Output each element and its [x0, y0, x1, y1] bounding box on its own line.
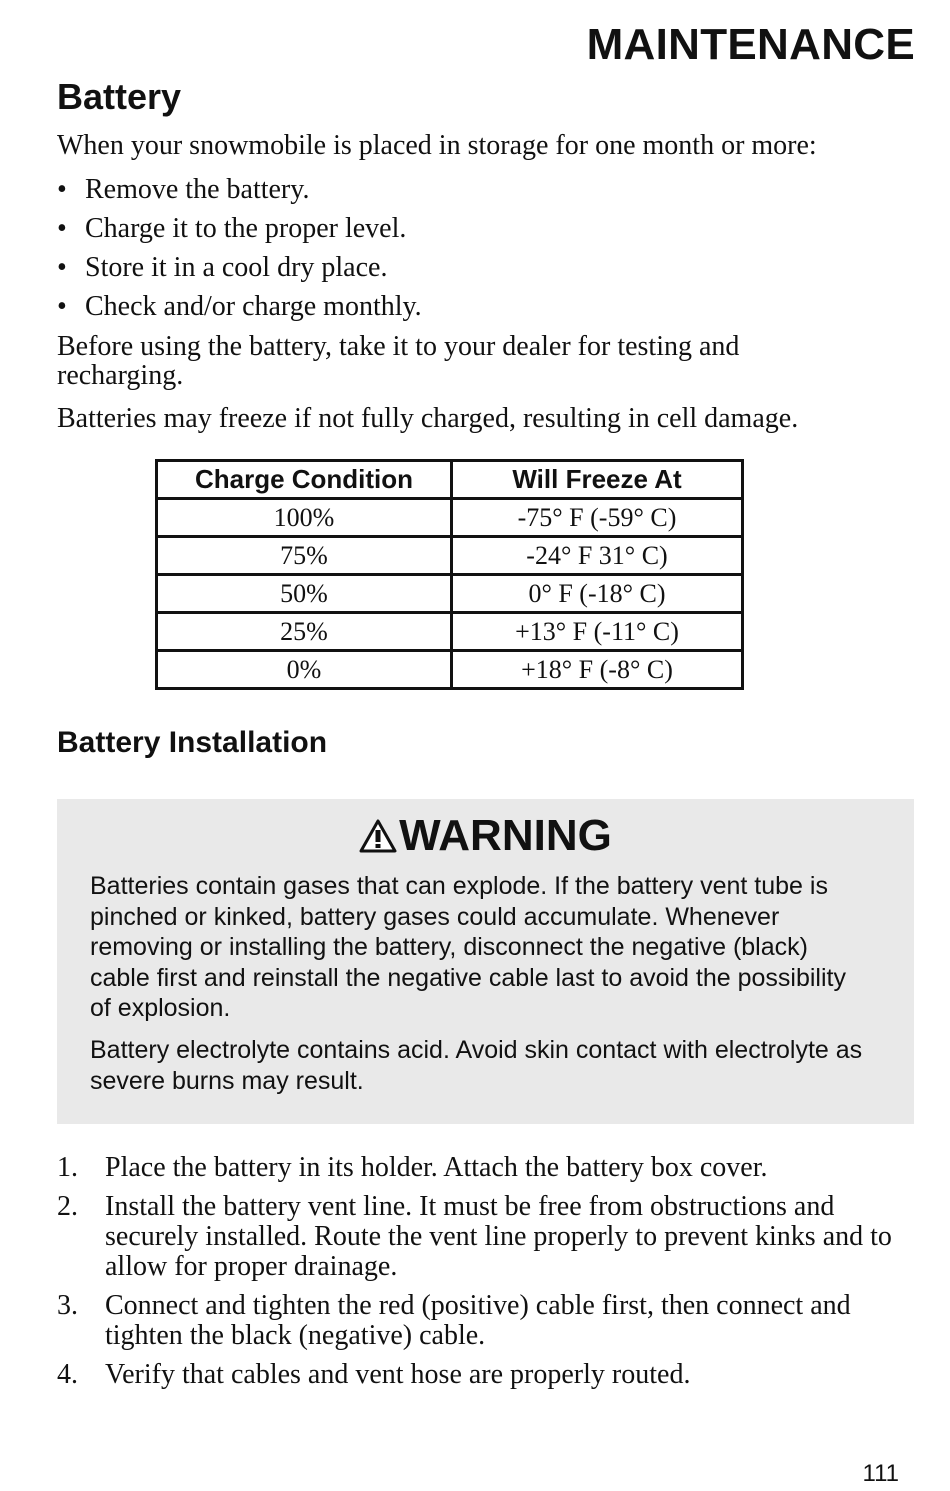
table-cell: 0% [157, 651, 452, 689]
freeze-note-paragraph: Batteries may freeze if not fully charged, resulting in cell damage. [57, 403, 799, 434]
installation-steps [57, 1153, 913, 1399]
before-using-paragraph: Before using the battery, take it to your dealer for testing and recharging. [57, 331, 740, 391]
bullet-text: Remove the battery. [85, 174, 310, 205]
warning-paragraph-explosion: Batteries contain gases that can explode. If the battery vent tube is pinched or kinked, battery gases could accumulate. Whenever removing or installing the battery, disconnect the negative (black) cable first and reinstall the negative cable last to avoid the possibility of explosion. [90, 872, 846, 1022]
bullet-icon: • [57, 291, 67, 322]
table-cell: +18° F (-8° C) [452, 651, 743, 689]
table-cell: 75% [157, 537, 452, 575]
table-row [157, 613, 743, 651]
step-number: 1. [57, 1152, 78, 1183]
list-item [57, 1291, 913, 1351]
list-item [57, 1360, 913, 1390]
bullet-icon: • [57, 174, 67, 205]
bullet-text: Store it in a cool dry place. [85, 252, 388, 283]
warning-title: WARNING [399, 811, 612, 860]
bullet-text: Check and/or charge monthly. [85, 291, 422, 322]
warning-box [57, 799, 914, 1124]
column-header-freeze: Will Freeze At [452, 461, 743, 499]
list-item [57, 1153, 913, 1183]
list-item [57, 213, 422, 252]
freeze-table [155, 459, 744, 690]
table-header-row [157, 461, 743, 499]
step-text: Install the battery vent line. It must be free from obstructions and securely installed. Route the vent line properly to prevent kinks and to allow for proper drainage. [105, 1191, 892, 1282]
bullet-icon: • [57, 252, 67, 283]
battery-title: Battery [57, 76, 182, 117]
table-cell: -24° F 31° C) [452, 537, 743, 575]
installation-title: Battery Installation [57, 726, 328, 759]
step-text: Place the battery in its holder. Attach the battery box cover. [105, 1152, 768, 1183]
bullet-icon: • [57, 213, 67, 244]
page-number: 111 [862, 1460, 899, 1487]
warning-heading [57, 811, 914, 861]
list-item [57, 291, 422, 330]
step-text: Verify that cables and vent hose are properly routed. [105, 1359, 691, 1390]
table-cell: 25% [157, 613, 452, 651]
warning-triangle-icon [359, 819, 397, 853]
warning-paragraph-acid: Battery electrolyte contains acid. Avoid skin contact with electrolyte as severe burns may result. [90, 1036, 863, 1095]
section-header: MAINTENANCE [586, 20, 915, 69]
table-cell: 0° F (-18° C) [452, 575, 743, 613]
step-number: 3. [57, 1290, 78, 1321]
storage-bullet-list [57, 174, 422, 330]
step-text: Connect and tighten the red (positive) cable first, then connect and tighten the black (negative) cable. [105, 1290, 851, 1351]
table-row [157, 575, 743, 613]
table-cell: -75° F (-59° C) [452, 499, 743, 537]
column-header-charge: Charge Condition [157, 461, 452, 499]
bullet-text: Charge it to the proper level. [85, 213, 407, 244]
battery-intro: When your snowmobile is placed in storage for one month or more: [57, 130, 817, 161]
table-cell: +13° F (-11° C) [452, 613, 743, 651]
list-item [57, 252, 422, 291]
step-number: 2. [57, 1191, 78, 1222]
list-item [57, 174, 422, 213]
table-cell: 50% [157, 575, 452, 613]
table-cell: 100% [157, 499, 452, 537]
list-item [57, 1192, 913, 1282]
table-row [157, 651, 743, 689]
step-number: 4. [57, 1359, 78, 1390]
table-row [157, 537, 743, 575]
table-row [157, 499, 743, 537]
